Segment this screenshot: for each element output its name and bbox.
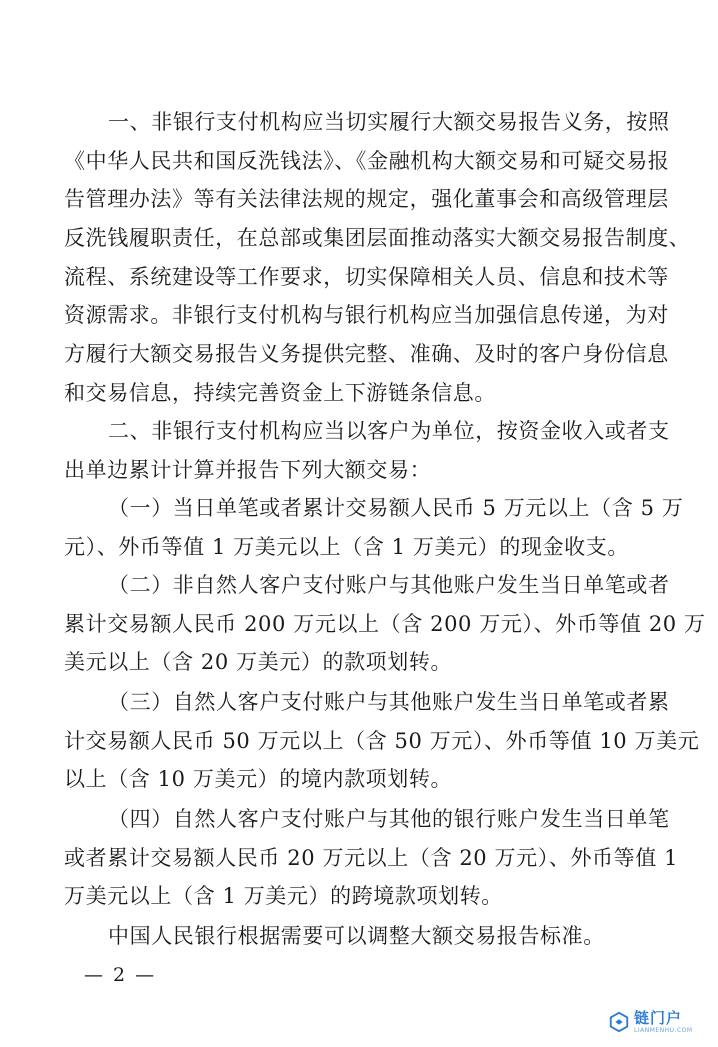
text-line: 计交易额人民币 50 万元以上（含 50 万元）、外币等值 10 万美元 — [64, 728, 700, 753]
text-line: 美元以上（含 20 万美元）的款项划转。 — [64, 650, 453, 675]
text-line: （三）自然人客户支付账户与其他账户发生当日单笔或者累 — [108, 690, 670, 714]
paragraph-item-1 — [64, 489, 684, 566]
paragraph-item-4 — [64, 800, 679, 916]
paragraph-clause-1 — [64, 103, 691, 413]
text-line: 和交易信息，持续完善资金上下游链条信息。 — [64, 380, 496, 405]
text-line: （一）当日单笔或者累计交易额人民币 5 万元以上（含 5 万 — [108, 496, 684, 520]
watermark — [608, 1005, 704, 1039]
text-line: 出单边累计计算并报告下列大额交易： — [64, 457, 432, 482]
text-line: 以上（含 10 万美元）的境内款项划转。 — [64, 767, 453, 792]
paragraph-item-2 — [64, 566, 706, 682]
paragraph-closing — [64, 917, 670, 956]
text-line: （四）自然人客户支付账户与其他的银行账户发生当日单笔 — [108, 807, 670, 831]
text-line: 《中华人民共和国反洗钱法》、《金融机构大额交易和可疑交易报 — [64, 148, 670, 173]
text-line: 或者累计交易额人民币 20 万元以上（含 20 万元）、外币等值 1 — [64, 845, 679, 870]
text-line: 元）、外币等值 1 万美元以上（含 1 万美元）的现金收支。 — [64, 534, 629, 559]
watermark-text: 链门户 — [634, 1008, 683, 1027]
text-line: 资源需求。非银行支付机构与银行机构应当加强信息传递，为对 — [64, 303, 669, 328]
text-line: （二）非自然人客户支付账户与其他账户发生当日单笔或者 — [108, 573, 670, 597]
paragraph-item-3 — [64, 683, 700, 799]
text-line: 方履行大额交易报告义务提供完整、准确、及时的客户身份信息 — [64, 342, 669, 367]
text-line: 告管理办法》等有关法律法规的规定，强化董事会和高级管理层 — [64, 187, 669, 212]
text-line: 二、非银行支付机构应当以客户为单位，按资金收入或者支 — [108, 419, 670, 443]
chain-logo-icon — [608, 1011, 630, 1033]
text-line: 累计交易额人民币 200 万元以上（含 200 万元）、外币等值 20 万 — [64, 611, 706, 636]
watermark-subtext: LIANMENHU.COM — [634, 1026, 693, 1034]
text-line: 流程、系统建设等工作要求，切实保障相关人员、信息和技术等 — [64, 264, 669, 289]
text-line: 中国人民银行根据需要可以调整大额交易报告标准。 — [108, 924, 605, 948]
text-line: 反洗钱履职责任，在总部或集团层面推动落实大额交易报告制度、 — [64, 226, 691, 251]
paragraph-clause-2 — [64, 412, 670, 489]
page-number: — 2 — — [84, 964, 157, 986]
text-line: 一、非银行支付机构应当切实履行大额交易报告义务，按照 — [108, 110, 670, 134]
text-line: 万美元以上（含 1 万美元）的跨境款项划转。 — [64, 884, 503, 909]
